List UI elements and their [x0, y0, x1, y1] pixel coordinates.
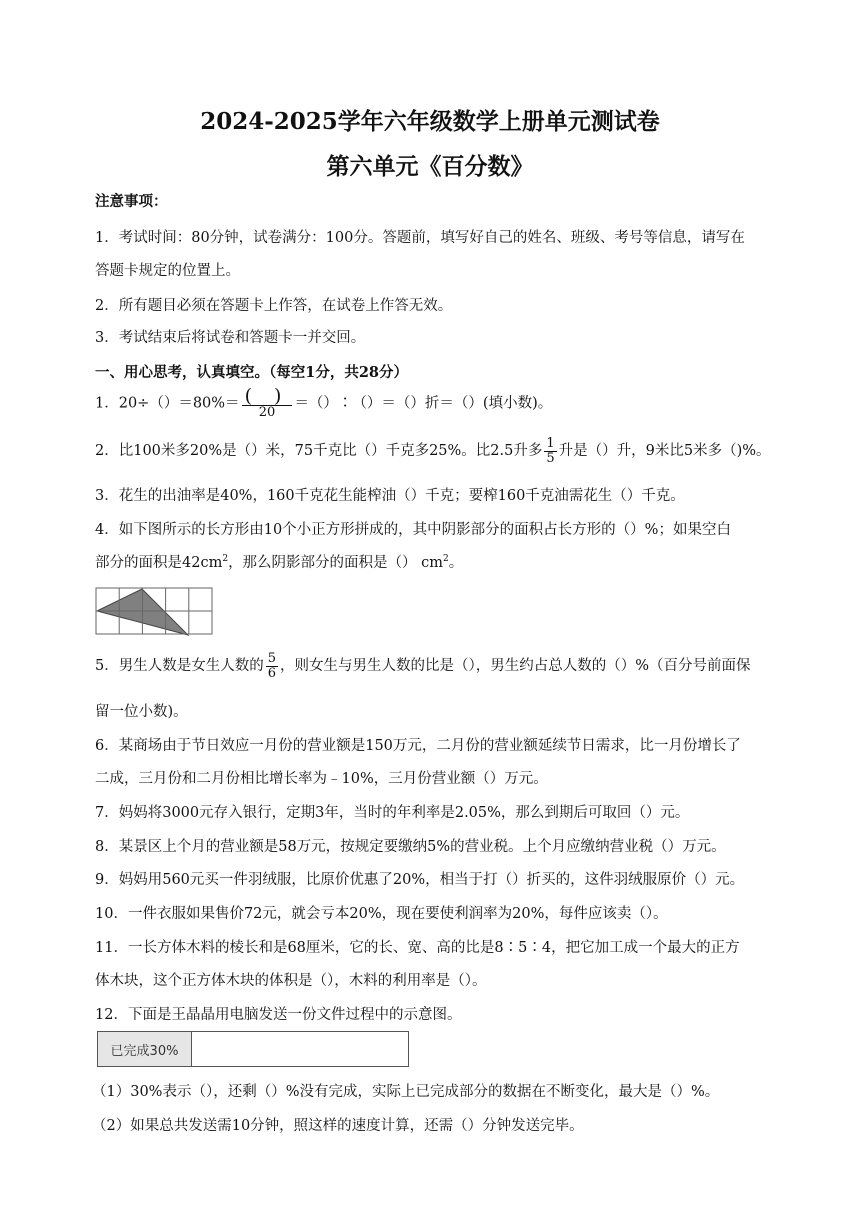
question-1	[95, 387, 552, 420]
notice-item-2: 2．所有题目必须在答题卡上作答，在试卷上作答无效。	[95, 298, 453, 314]
question-3: 3．花生的出油率是40%，160千克花生能榨油（）千克；要榨160千克油需花生（）千克。	[95, 488, 685, 504]
superscript: 2	[222, 554, 229, 565]
question-7: 7．妈妈将3000元存入银行，定期3年，当时的年利率是2.05%，那么到期后可取回（）元。	[95, 805, 690, 821]
question-12-sub1: （1）30%表示（），还剩（）%没有完成，实际上已完成部分的数据在不断变化，最大是（）%。	[92, 1084, 720, 1100]
unit-subtitle: 第六单元《百分数》	[326, 153, 534, 180]
fraction-denominator: 6	[267, 665, 277, 681]
notice-item-1-line1: 1．考试时间：80分钟，试卷满分：100分。答题前，填写好自己的姓名、班级、考号等信息，请写在	[95, 230, 745, 246]
question-5	[95, 652, 751, 680]
fraction-numerator: 5	[267, 651, 277, 666]
question-11-line2: 体木块，这个正方体木块的体积是（），木料的利用率是（）。	[95, 973, 487, 989]
notice-item-3: 3．考试结束后将试卷和答题卡一并交回。	[95, 330, 366, 346]
grid-lines	[96, 588, 212, 634]
upload-progress-bar	[97, 1031, 409, 1067]
question-10: 10．一件衣服如果售价72元，就会亏本20%，现在要使利润率为20%，每件应该卖（）。	[95, 906, 668, 922]
shaded-rectangle-figure	[95, 587, 215, 637]
question-2	[95, 437, 771, 465]
progress-completed-segment: 已完成30%	[98, 1032, 192, 1066]
exam-title: 2024-2025学年六年级数学上册单元测试卷	[200, 108, 660, 135]
fraction-numerator: 1	[546, 436, 555, 451]
question-1-fraction	[242, 387, 293, 420]
question-1-pre: 1．20÷（）＝80%＝	[95, 395, 240, 412]
question-4-line2	[95, 551, 463, 572]
question-9: 9．妈妈用560元买一件羽绒服，比原价优惠了20%，相当于打（）折买的，这件羽绒服原价（）元。	[95, 872, 745, 888]
section-1-heading: 一、用心思考，认真填空。（每空1分，共28分）	[95, 364, 409, 381]
question-2-fraction	[544, 437, 556, 465]
question-6-line2: 二成，三月份和二月份相比增长率为﹣10%，三月份营业额（）万元。	[95, 771, 548, 787]
question-1-post: ＝（）∶（）＝（）折＝（）(填小数)。	[294, 395, 553, 412]
notice-heading: 注意事项：	[95, 193, 168, 210]
question-4-text-c: 。	[448, 555, 464, 571]
question-5-line2: 留一位小数)。	[95, 704, 188, 720]
question-12-line1: 12．下面是王晶晶用电脑发送一份文件过程中的示意图。	[95, 1007, 462, 1023]
notice-item-1-line2: 答题卡规定的位置上。	[95, 263, 240, 279]
question-4-text-b: ，那么阴影部分的面积是（） cm	[228, 555, 444, 571]
fraction-numerator: ( )	[242, 387, 293, 406]
question-5-fraction	[266, 652, 278, 680]
question-12-sub2: （2）如果总共发送需10分钟，照这样的速度计算，还需（）分钟发送完毕。	[92, 1118, 584, 1134]
question-5-post: ，则女生与男生人数的比是（），男生约占总人数的（）%（百分号前面保	[280, 658, 751, 675]
question-11-line1: 11．一长方体木料的棱长和是68厘米，它的长、宽、高的比是8∶5∶4，把它加工成一个最大的正方	[95, 940, 740, 956]
superscript: 2	[443, 554, 449, 565]
fraction-denominator: 20	[258, 405, 276, 420]
question-2-post: 升是（）升，9米比5米多（)%。	[558, 443, 771, 460]
question-8: 8．某景区上个月的营业额是58万元，按规定要缴纳5%的营业税。上个月应缴纳营业税（）万元。	[95, 839, 726, 855]
question-4-text-a: 部分的面积是42cm	[95, 555, 223, 571]
question-5-pre: 5．男生人数是女生人数的	[95, 658, 264, 675]
question-6-line1: 6．某商场由于节日效应一月份的营业额是150万元，二月份的营业额延续节日需求，比一月份增长了	[95, 738, 741, 754]
question-4-line1: 4．如下图所示的长方形由10个小正方形拼成的，其中阴影部分的面积占长方形的（）%；如果空白	[95, 522, 731, 538]
fraction-denominator: 5	[546, 450, 555, 466]
question-2-pre: 2．比100米多20%是（）米，75千克比（）千克多25%。比2.5升多	[95, 443, 543, 460]
